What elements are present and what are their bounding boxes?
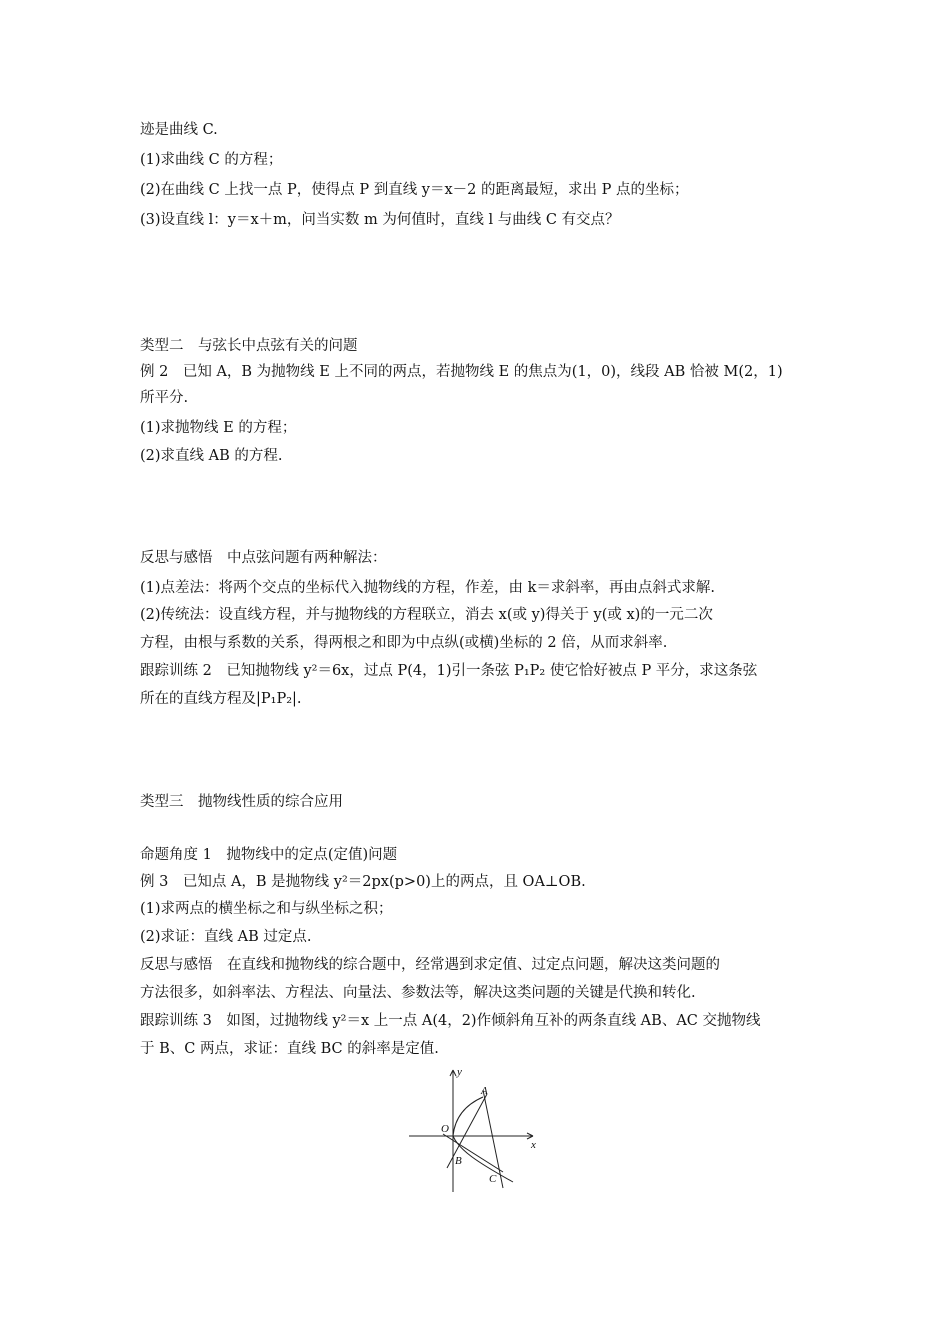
text-line: 例 2 已知 A，B 为抛物线 E 上不同的两点，若抛物线 E 的焦点为(1，0)，线段 AB 恰被 M(2，1) — [140, 364, 783, 380]
text-line: 所在的直线方程及|P₁P₂|. — [140, 691, 302, 707]
section-heading: 类型三 抛物线性质的综合应用 — [140, 794, 343, 810]
text-line: 所平分. — [140, 390, 189, 406]
parabola-figure — [405, 1064, 545, 1196]
text-line: (2)传统法：设直线方程，并与抛物线的方程联立，消去 x(或 y)得关于 y(或 x)的一元二次 — [140, 607, 713, 623]
label-a: A — [481, 1085, 488, 1097]
text-line: 于 B、C 两点，求证：直线 BC 的斜率是定值. — [140, 1041, 439, 1057]
text-line: 例 3 已知点 A，B 是抛物线 y²＝2px(p>0)上的两点，且 OA⊥OB. — [140, 874, 586, 890]
text-line: 反思与感悟 在直线和抛物线的综合题中，经常遇到求定值、过定点问题，解决这类问题的 — [140, 957, 720, 973]
text-line: (3)设直线 l：y＝x＋m，问当实数 m 为何值时，直线 l 与曲线 C 有交点？ — [140, 212, 620, 228]
label-o: O — [441, 1123, 449, 1135]
section-heading: 类型二 与弦长中点弦有关的问题 — [140, 338, 358, 354]
text-line: 反思与感悟 中点弦问题有两种解法： — [140, 550, 387, 566]
text-line: 迹是曲线 C. — [140, 122, 218, 138]
text-line: (1)求两点的横坐标之和与纵坐标之积； — [140, 901, 393, 917]
text-line: 方法很多，如斜率法、方程法、向量法、参数法等，解决这类问题的关键是代换和转化. — [140, 985, 696, 1001]
label-b: B — [455, 1155, 462, 1167]
text-line: 跟踪训练 2 已知抛物线 y²＝6x，过点 P(4，1)引一条弦 P₁P₂ 使它恰好被点 P 平分，求这条弦 — [140, 663, 758, 679]
label-c: C — [489, 1173, 497, 1185]
line-bc — [443, 1134, 503, 1172]
text-line: (1)求抛物线 E 的方程； — [140, 420, 297, 436]
text-line: (1)求曲线 C 的方程； — [140, 152, 283, 168]
text-line: (1)点差法：将两个交点的坐标代入抛物线的方程，作差，由 k＝求斜率，再由点斜式求解. — [140, 580, 716, 596]
text-line: (2)求证：直线 AB 过定点. — [140, 929, 312, 945]
text-line: (2)求直线 AB 的方程. — [140, 448, 283, 464]
label-x: x — [531, 1139, 536, 1151]
label-y: y — [457, 1066, 462, 1078]
text-line: 命题角度 1 抛物线中的定点(定值)问题 — [140, 847, 398, 863]
text-line: 跟踪训练 3 如图，过抛物线 y²＝x 上一点 A(4，2)作倾斜角互补的两条直线 AB、AC 交抛物线 — [140, 1013, 761, 1029]
text-line: (2)在曲线 C 上找一点 P，使得点 P 到直线 y＝x－2 的距离最短，求出 P 点的坐标； — [140, 182, 689, 198]
text-line: 方程，由根与系数的关系，得两根之和即为中点纵(或横)坐标的 2 倍，从而求斜率. — [140, 635, 668, 651]
